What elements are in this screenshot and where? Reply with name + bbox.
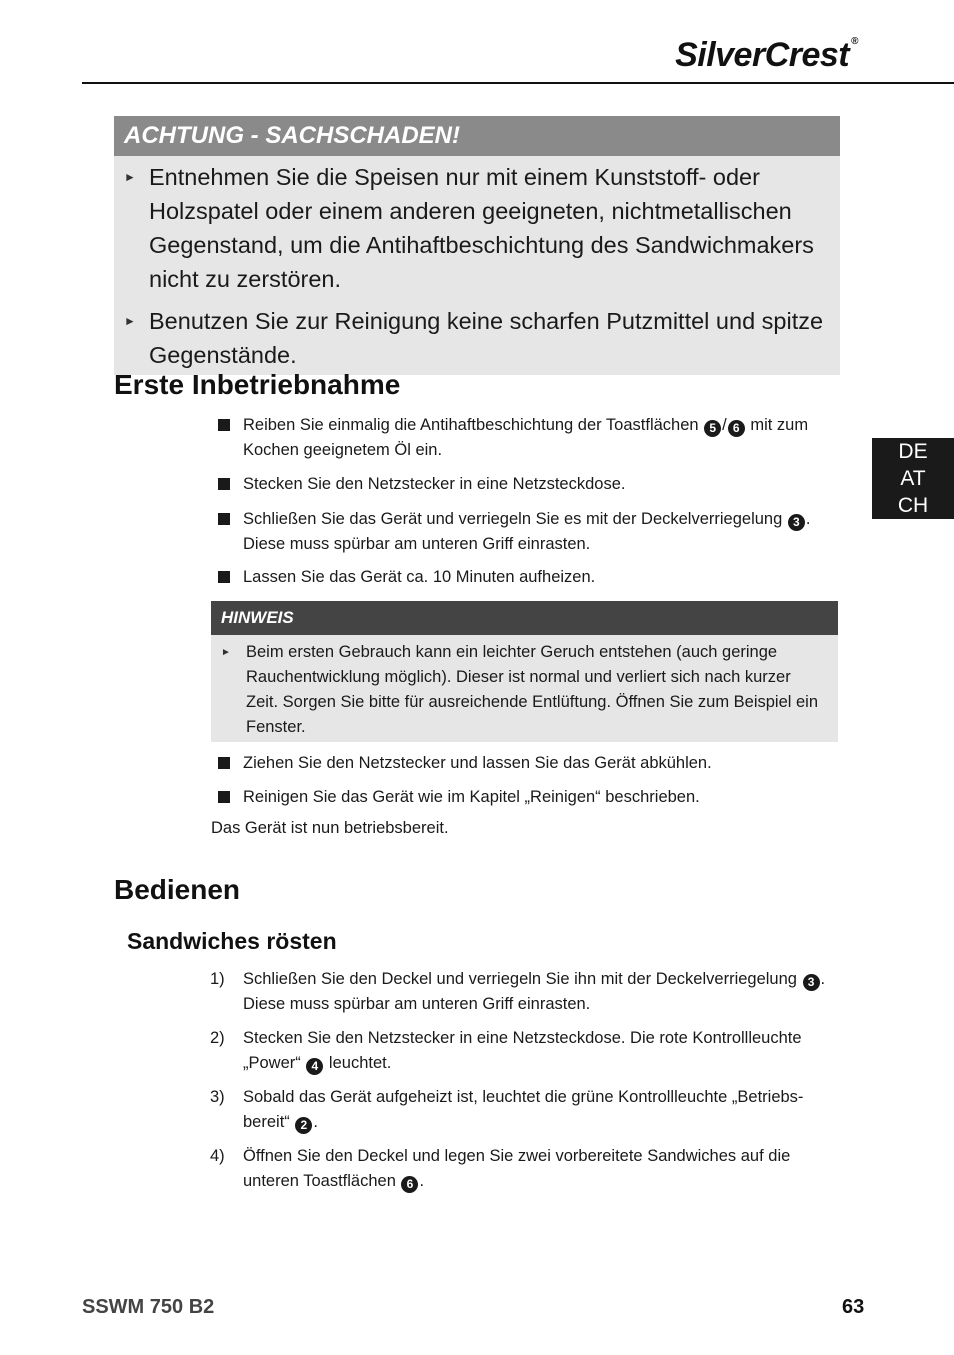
- triangle-bullet-icon: ►: [221, 647, 231, 658]
- triangle-bullet-icon: ►: [124, 170, 136, 184]
- step-item: 4) Öffnen Sie den Deckel und legen Sie zwei vorbereitete Sandwiches auf die unteren Toastflächen 6 .: [210, 1147, 791, 1191]
- part-number-icon: 6: [401, 1176, 418, 1193]
- warning-box: [114, 116, 840, 375]
- square-bullet-icon: [218, 571, 230, 583]
- list-item: Schließen Sie das Gerät und verriegeln Sie es mit der Deckelverriegelung 3 . Diese muss spürbar am unteren Griff einrasten.: [243, 507, 841, 557]
- lang-ch: CH: [897, 494, 929, 517]
- lang-de: DE: [898, 440, 928, 463]
- part-number-icon: 5: [704, 420, 721, 437]
- step-item: 1) Schließen Sie den Deckel und verriegeln Sie ihn mit der Deckelverriegelung 3 . Diese muss spürbar am unteren Griff einrasten.: [210, 970, 826, 1013]
- part-number-icon: 3: [803, 974, 820, 991]
- list-item: Lassen Sie das Gerät ca. 10 Minuten aufheizen.: [243, 565, 841, 590]
- header-rule: [82, 82, 954, 84]
- warning-title: ACHTUNG - SACHSCHADEN!: [114, 116, 840, 156]
- step-item: 3) Sobald das Gerät aufgeheizt ist, leuchtet die grüne Kontrollleuchte „Betriebs-bereit“ 2 .: [210, 1088, 804, 1132]
- square-bullet-icon: [218, 791, 230, 803]
- triangle-bullet-icon: ►: [124, 314, 136, 328]
- warning-item: ► Benutzen Sie zur Reinigung keine scharfen Putzmittel und spitze Gegenstände.: [114, 304, 840, 375]
- footer-model: SSWM 750 B2: [82, 1296, 215, 1318]
- part-number-icon: 3: [788, 514, 805, 531]
- warning-item: ► Entnehmen Sie die Speisen nur mit einem Kunststoff- oder Holzspatel oder einem anderen geeigneten, nichtmetallischen Gegenstand, um die Antihaftbeschichtung des Sandwichmakers nicht zu zerstören.: [114, 160, 840, 296]
- section-title-erste-inbetriebnahme: Erste Inbetriebnahme: [114, 369, 401, 400]
- square-bullet-icon: [218, 419, 230, 431]
- square-bullet-icon: [218, 513, 230, 525]
- part-number-icon: 2: [295, 1117, 312, 1134]
- silvercrest-logo: SilverCrest ®: [675, 36, 858, 74]
- note-text: ► Beim ersten Gebrauch kann ein leichter Geruch entstehen (auch geringe Rauchentwicklung möglich). Dieser ist normal und verliert sich nach kurzer Zeit. Sorgen Sie bitte für ausreichende Entlüftung. Öffnen Sie zum Beispiel ein Fenster.: [211, 640, 838, 740]
- note-box: [211, 601, 838, 742]
- section-title-bedienen: Bedienen: [114, 874, 241, 905]
- lang-at: AT: [900, 467, 926, 490]
- part-number-icon: 6: [728, 420, 745, 437]
- closing-text: Das Gerät ist nun betriebsbereit.: [211, 819, 449, 837]
- note-title: HINWEIS: [211, 601, 838, 635]
- list-item: Reinigen Sie das Gerät wie im Kapitel „Reinigen“ beschrieben.: [243, 785, 841, 810]
- step-item: 2) Stecken Sie den Netzstecker in eine Netzsteckdose. Die rote Kontrollleuchte „Power“ 4 leuchtet.: [210, 1029, 802, 1073]
- list-item: Reiben Sie einmalig die Antihaftbeschichtung der Toastflächen 5 / 6 mit zum Kochen geeignetem Öl ein.: [243, 413, 841, 463]
- square-bullet-icon: [218, 757, 230, 769]
- page-number: 63: [842, 1296, 865, 1318]
- list-item: Ziehen Sie den Netzstecker und lassen Sie das Gerät abkühlen.: [243, 751, 841, 776]
- part-number-icon: 4: [306, 1058, 323, 1075]
- language-tab: [872, 438, 954, 519]
- list-item: Stecken Sie den Netzstecker in eine Netzsteckdose.: [243, 472, 841, 497]
- square-bullet-icon: [218, 478, 230, 490]
- subsection-title-sandwiches-roesten: Sandwiches rösten: [127, 928, 337, 954]
